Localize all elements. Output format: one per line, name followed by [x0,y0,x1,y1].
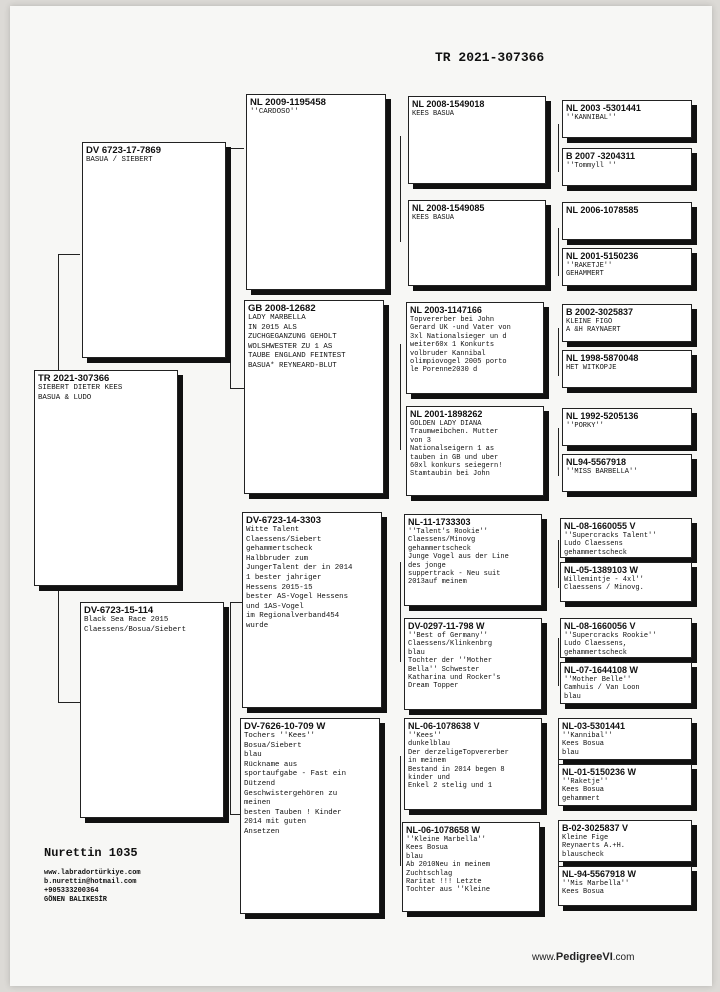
card-description: KEES BASUA [412,110,455,118]
ring-number: NL 2003-1147166 [410,305,482,315]
card-description: GOLDEN LADY DIANA Traumweibchen. Mutter von 3 Nationalseigern 1 as tauben in GB und uber 60xl konkurs seiegern! Stamtaubin bei John [410,420,503,479]
great-grandparent-card [408,200,546,286]
card-description: ''PORKY'' [566,422,604,430]
ring-number: NL 2003 -5301441 [566,103,641,113]
connector-line [230,602,231,814]
ring-number: NL 2001-5150236 [566,251,639,261]
ancestor-card [562,408,692,446]
great-grandparent-card [404,718,542,810]
ring-number: DV-0297-11-798 W [408,621,485,631]
connector-line [400,756,401,866]
ancestor-card [558,718,692,760]
card-description: LADY MARBELLA IN 2015 ALS ZUCHGEGANZUNG GEHOLT WOLSHWESTER ZU 1 AS TAUBE ENGLAND FEINTEST BASUA* REYNEARD-BLUT [248,314,346,370]
connector-line [558,638,559,686]
card-description: ''Kees'' dunkelblau Der derzeligeTopvererber in meinem Bestand in 2014 begen 8 kinder und Enkel 2 stelig und 1 [408,732,509,791]
ring-number: TR 2021-307366 [38,373,110,384]
card-description: Witte Talent Claessens/Siebert gehammertscheck Halbbruder zum JungerTalent der in 2014 1 bester jahriger Hessens 2015-15 bester AS-Vogel Hessens und 1AS-Vogel im Regionalverband454 wurde [246,526,353,630]
ring-number: NL94-5567918 [566,457,627,467]
ancestor-card [560,518,692,558]
ancestor-card [560,618,692,658]
card-description: ''Talent's Rookie'' Claessens/Minovg gehammertscheck Junge Vogel aus der Line des jonge suppertrack - Neu suit 2013auf meinem [408,528,509,587]
ancestor-card [562,248,692,286]
card-description: Willemintje - 4xl'' Claessens / Minovg. [564,576,644,593]
sire-card [82,142,226,358]
great-grandparent-card [404,514,542,606]
ring-number: DV-6723-15-114 [84,605,154,616]
ring-number: DV-7626-10-709 W [244,721,326,732]
ring-number: NL-07-1644108 W [564,665,639,675]
card-description: Topvererber bei John Gerard UK -und Vater von 3xl Nationalsieger un d weiter60x 1 Konkurts volbruder Kannibal olimpiovogel 2005 porto le Porenne2030 d [410,316,511,375]
card-description: ''MISS BARBELLA'' [566,468,638,476]
ring-number: B 2007 -3204311 [566,151,636,161]
card-description: ''RAKETJE'' GEHAMMERT [566,262,613,279]
card-description: ''Tommyll '' [566,162,617,170]
ring-number: NL 2008-1549018 [412,99,485,109]
ancestor-card [562,148,692,186]
connector-line [230,388,244,389]
card-description: SIEBERT DIETER KEES BASUA & LUDO [38,384,123,402]
card-description: Tochers ''Kees'' Bosua/Siebert blau Rückname aus sportaufgabe - Fast ein Dützend Geschwistergehören zu meinen besten Tauben ! Kinder 2014 mit guten Ansetzen [244,732,347,836]
ring-number: NL-94-5567918 W [562,869,637,879]
brand-suffix: .com [612,952,635,963]
ring-number: NL 2001-1898262 [410,409,483,419]
card-description: ''KANNIBAL'' [566,114,617,122]
owner-email: b.nurettin@hotmail.com [44,878,137,886]
owner-phone: +905333200364 [44,887,99,895]
ring-number: NL 2006-1078585 [566,205,639,215]
ancestor-card [562,202,692,240]
dam-card [80,602,224,818]
card-description: KLEINE FIGO A &H RAYNAERT [566,318,621,335]
connector-line [558,124,559,172]
ring-number: NL-05-1389103 W [564,565,639,575]
pedigree-sheet [10,6,712,986]
card-description: ''Supercracks Rookie'' Ludo Claessens, gehammertscheck [564,632,657,657]
brand-prefix: www. [532,952,556,963]
connector-line [558,228,559,276]
ring-number: NL-08-1660055 V [564,521,636,531]
card-description: ''Supercracks Talent'' Ludo Claessens gehammertscheck [564,532,657,557]
card-description: Kleine Fige Reynaerts A.+H. blauscheck [562,834,626,859]
ancestor-card [562,304,692,342]
ring-number: GB 2008-12682 [248,303,316,314]
great-grandparent-card [404,618,542,710]
card-description: ''Mis Marbella'' Kees Bosua [562,880,630,897]
ring-number: NL-06-1078638 V [408,721,480,731]
great-grandparent-card [402,822,540,912]
card-description: ''CARDOSO'' [250,108,299,116]
brand-logo [532,951,634,963]
connector-line [58,702,80,703]
connector-line [558,540,559,588]
ring-number: NL-03-5301441 [562,721,626,731]
ring-number: NL 1998-5870048 [566,353,639,363]
connector-line [558,428,559,476]
card-description: BASUA / SIEBERT [86,156,153,164]
ring-number: NL-11-1733303 [408,517,471,527]
ancestor-card [558,820,692,862]
card-description: ''Mother Belle'' Camhuis / Van Loon blau [564,676,640,701]
connector-line [230,148,231,388]
grandparent-card [246,94,386,290]
ancestor-card [562,454,692,492]
subject-pigeon-card [34,370,178,586]
connector-line [400,136,401,242]
ancestor-card [558,764,692,806]
brand-name: PedigreeVI [555,951,613,963]
ring-number: NL 2008-1549085 [412,203,485,213]
ring-number: NL-08-1660056 V [564,621,636,631]
great-grandparent-card [406,406,544,496]
owner-contact-block [44,846,141,905]
great-grandparent-card [408,96,546,184]
card-description: Black Sea Race 2015 Claessens/Bosua/Siebert [84,616,187,634]
ancestor-card [558,866,692,906]
connector-line [230,148,244,149]
ring-number: B-02-3025837 V [562,823,629,833]
ring-number: B 2002-3025837 [566,307,634,317]
ring-number: NL 2009-1195458 [250,97,326,108]
grandparent-card [240,718,380,914]
card-description: ''Best of Germany'' Claessens/Klinkenbrg blau Tochter der ''Mother Bella'' Schwester Katharina und Rocker's Dream Topper [408,632,501,691]
owner-website: www.labradortürkiye.com [44,869,141,877]
card-description: KEES BASUA [412,214,455,222]
connector-line [558,328,559,376]
connector-line [58,254,80,255]
owner-location: GÖNEN BALIKESİR [44,896,108,904]
ancestor-card [562,100,692,138]
connector-line [400,562,401,662]
card-description: ''Raketje'' Kees Bosua gehammert [562,778,609,803]
card-description: ''Kleine Marbella'' Kees Bosua blau Ab 2010Neu in meinem Zuchtschlag Raritat !!! Letzte Tochter aus ''Kleine [406,836,491,895]
connector-line [400,344,401,450]
card-description: HET WITKOPJE [566,364,617,372]
owner-name: Nurettin 1035 [44,846,138,860]
grandparent-card [242,512,382,708]
ring-number: NL-01-5150236 W [562,767,637,777]
ring-number: DV 6723-17-7869 [86,145,161,156]
ancestor-card [562,350,692,388]
ancestor-card [560,662,692,704]
ancestor-card [560,562,692,602]
ring-number: NL-06-1078658 W [406,825,481,835]
document-title: TR 2021-307366 [435,50,545,65]
grandparent-card [244,300,384,494]
ring-number: NL 1992-5205136 [566,411,639,421]
great-grandparent-card [406,302,544,394]
ring-number: DV-6723-14-3303 [246,515,321,526]
card-description: ''Kannibal'' Kees Bosua blau [562,732,613,757]
